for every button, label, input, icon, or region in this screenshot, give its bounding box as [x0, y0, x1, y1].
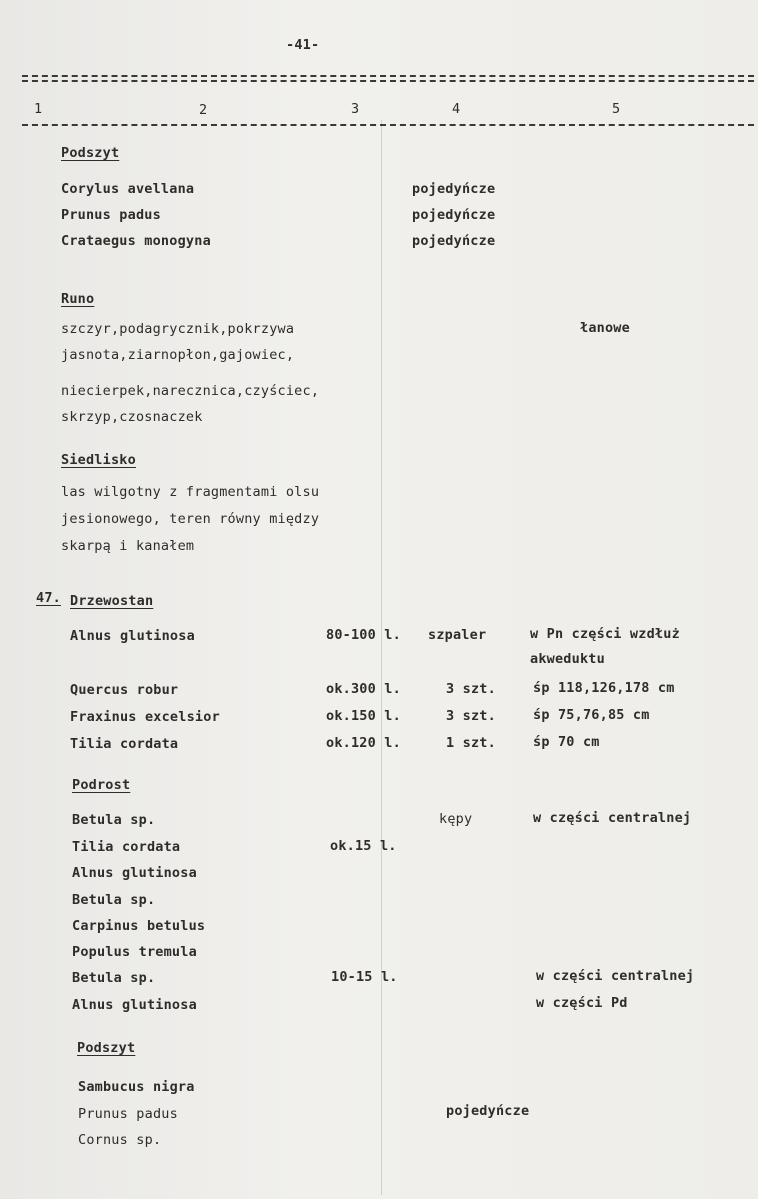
species-name: Fraxinus excelsior — [70, 709, 220, 725]
column-header-1: 1 — [34, 101, 43, 117]
page-fold-line — [381, 120, 382, 1195]
siedlisko-line: jesionowego, teren równy między — [61, 511, 320, 527]
species-name: Crataegus monogyna — [61, 233, 211, 249]
species-name: Corylus avellana — [61, 181, 195, 197]
location-note: akweduktu — [530, 651, 605, 667]
species-name: Betula sp. — [72, 892, 156, 908]
species-name: Sambucus nigra — [78, 1079, 195, 1095]
species-name: Prunus padus — [61, 207, 161, 223]
occurrence-note: pojedyńcze — [412, 233, 496, 249]
diameter-note: śp 70 cm — [533, 734, 600, 750]
location-note: w części centralnej — [536, 968, 695, 984]
siedlisko-heading: Siedlisko — [61, 452, 136, 468]
runo-line: niecierpek,narecznica,czyściec, — [61, 383, 320, 399]
species-name: Populus tremula — [72, 944, 197, 960]
diameter-note: śp 118,126,178 cm — [533, 680, 675, 696]
species-name: Betula sp. — [72, 812, 156, 828]
occurrence-note: pojedyńcze — [412, 181, 496, 197]
tree-count: 1 szt. — [446, 735, 496, 751]
column-header-4: 4 — [452, 101, 461, 117]
tree-count: szpaler — [428, 627, 487, 643]
location-note: w części centralnej — [533, 810, 692, 826]
tree-count: kępy — [439, 811, 473, 827]
species-name: Cornus sp. — [78, 1132, 162, 1148]
location-note: w części Pd — [536, 995, 628, 1011]
tree-age: 10-15 l. — [331, 969, 398, 985]
page-number: -41- — [286, 37, 320, 53]
occurrence-note: pojedyńcze — [446, 1103, 530, 1119]
podszyt-heading: Podszyt — [61, 145, 120, 161]
table-top-rule-2 — [22, 80, 754, 82]
column-header-3: 3 — [351, 101, 360, 117]
table-top-rule — [22, 75, 754, 77]
diameter-note: śp 75,76,85 cm — [533, 707, 650, 723]
species-name: Prunus padus — [78, 1106, 178, 1122]
drzewostan-heading: Drzewostan — [70, 593, 154, 609]
species-name: Alnus glutinosa — [72, 997, 197, 1013]
table-header-rule — [22, 124, 754, 126]
tree-age: ok.300 l. — [326, 681, 401, 697]
podszyt-heading: Podszyt — [77, 1040, 136, 1056]
tree-count: 3 szt. — [446, 708, 496, 724]
occurrence-note: pojedyńcze — [412, 207, 496, 223]
siedlisko-line: skarpą i kanałem — [61, 538, 195, 554]
runo-line: jasnota,ziarnopłon,gajowiec, — [61, 347, 295, 363]
entry-number: 47. — [36, 590, 61, 606]
runo-heading: Runo — [61, 291, 95, 307]
tree-age: 80-100 l. — [326, 627, 401, 643]
tree-age: ok.150 l. — [326, 708, 401, 724]
species-name: Tilia cordata — [70, 736, 179, 752]
runo-line: szczyr,podagrycznik,pokrzywa — [61, 321, 295, 337]
column-header-2: 2 — [199, 102, 208, 118]
podrost-heading: Podrost — [72, 777, 131, 793]
species-name: Carpinus betulus — [72, 918, 206, 934]
runo-note: łanowe — [580, 320, 630, 336]
siedlisko-line: las wilgotny z fragmentami olsu — [61, 484, 320, 500]
species-name: Quercus robur — [70, 682, 179, 698]
species-name: Tilia cordata — [72, 839, 181, 855]
tree-age: ok.15 l. — [330, 838, 397, 854]
species-name: Betula sp. — [72, 970, 156, 986]
location-note: w Pn części wzdłuż — [530, 626, 680, 642]
species-name: Alnus glutinosa — [72, 865, 197, 881]
runo-line: skrzyp,czosnaczek — [61, 409, 203, 425]
tree-count: 3 szt. — [446, 681, 496, 697]
species-name: Alnus glutinosa — [70, 628, 195, 644]
tree-age: ok.120 l. — [326, 735, 401, 751]
column-header-5: 5 — [612, 101, 621, 117]
